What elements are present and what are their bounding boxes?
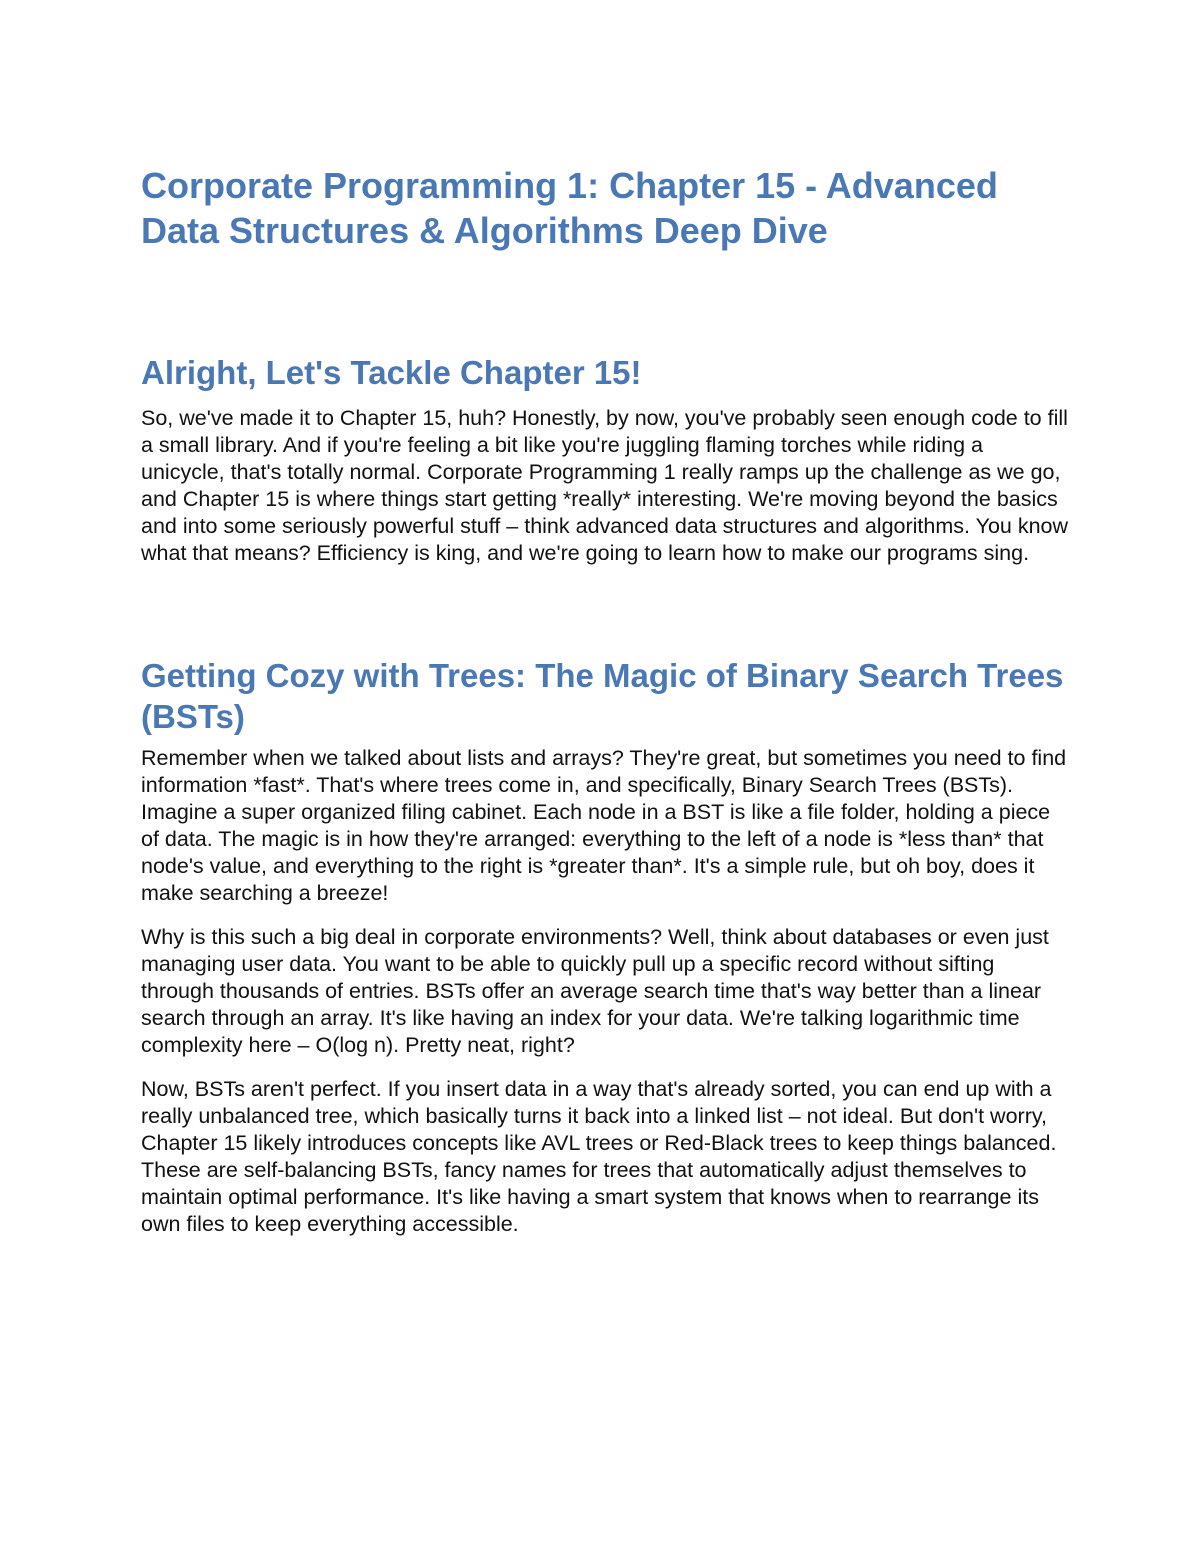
section-heading-intro: Alright, Let's Tackle Chapter 15! bbox=[141, 354, 642, 391]
paragraph: Now, BSTs aren't perfect. If you insert data in a way that's already sorted, you can end up with a really unbalanced tree, which basically turns it back into a linked list – not ideal. But don't worry, Chapter 15 likely introduces concepts like AVL trees or Red-Black trees to keep things balanced. These are self-balancing BSTs, fancy names for trees that automatically adjust themselves to maintain optimal performance. It's like having a smart system that knows when to rearrange its own files to keep everything accessible. bbox=[141, 1077, 1057, 1236]
paragraph: Remember when we talked about lists and arrays? They're great, but sometimes you need to find information *fast*. That's where trees come in, and specifically, Binary Search Trees (BSTs). Imagine a super organized filing cabinet. Each node in a BST is like a file folder, holding a piece of data. The magic is in how they're arranged: everything to the left of a node is *less than* that node's value, and everything to the right is *greater than*. It's a simple rule, but oh boy, does it make searching a breeze! bbox=[141, 746, 1067, 905]
paragraph: Why is this such a big deal in corporate environments? Well, think about databases or even just managing user data. You want to be able to quickly pull up a specific record without sifting through thousands of entries. BSTs offer an average search time that's way better than a linear search through an array. It's like having an index for your data. We're talking logarithmic time complexity here – O(log n). Pretty neat, right? bbox=[141, 925, 1049, 1057]
paragraph: So, we've made it to Chapter 15, huh? Honestly, by now, you've probably seen enough code to fill a small library. And if you're feeling a bit like you're juggling flaming torches while riding a unicycle, that's totally normal. Corporate Programming 1 really ramps up the challenge as we go, and Chapter 15 is where things start getting *really* interesting. We're moving beyond the basics and into some seriously powerful stuff – think advanced data structures and algorithms. You know what that means? Efficiency is king, and we're going to learn how to make our programs sing. bbox=[141, 406, 1069, 565]
section-heading-bst: Getting Cozy with Trees: The Magic of Binary Search Trees (BSTs) bbox=[141, 657, 1064, 735]
document-content bbox=[141, 163, 1071, 1238]
document-title: Corporate Programming 1: Chapter 15 - Advanced Data Structures & Algorithms Deep Dive bbox=[141, 165, 998, 251]
